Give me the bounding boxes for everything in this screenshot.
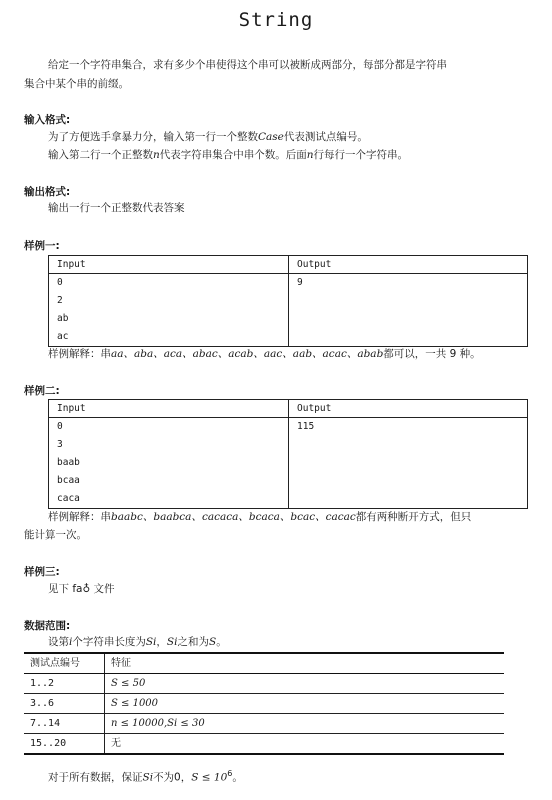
sample-1-note: 样例解释：串aa、aba、aca、abac、acab、aac、aab、acac、abab都可以，一共 9 种。 (48, 348, 481, 360)
output-format-line: 输出一行一个正整数代表答案 (48, 202, 185, 214)
sample-1-heading: 样例一: (24, 240, 60, 252)
sample-2-input: 0 3 baab bcaa caca (49, 418, 289, 509)
range-heading: 数据范围: (24, 620, 71, 632)
sample-1-output: 9 (289, 274, 528, 347)
sample-2-heading: 样例二: (24, 385, 60, 397)
sample-2-input-label: Input (49, 400, 289, 418)
range-row-1-id: 1..2 (24, 674, 105, 694)
input-format-line-1: 为了方便选手拿暴力分，输入第一行一个整数Case代表测试点编号。 (48, 131, 368, 143)
footer-note: 对于所有数据，保证Si不为0，$S \le 10^6$。 (48, 769, 243, 784)
sample-1-output-label: Output (289, 256, 528, 274)
sample-1-input: 0 2 ab ac (49, 274, 289, 347)
range-row-3-id: 7..14 (24, 714, 105, 734)
sample-1-input-label: Input (49, 256, 289, 274)
input-format-heading: 输入格式: (24, 114, 71, 126)
range-row-3-feature: n ≤ 10000,Si ≤ 30 (105, 714, 505, 734)
input-format-line-2: 输入第二行一个正整数n代表字符串集合中串个数。后面n行每行一个字符串。 (48, 149, 409, 161)
range-table (24, 652, 504, 755)
description-line-2: 集合中某个串的前缀。 (24, 78, 129, 90)
sample-2-note: 样例解释：串baabc、baabca、cacaca、bcaca、bcac、cacac都有两种断开方式，但只 (48, 511, 472, 523)
sample-2-table (48, 399, 528, 509)
sample-2-output: 115 (289, 418, 528, 509)
sample-2-output-label: Output (289, 400, 528, 418)
range-row-2-feature: S ≤ 1000 (105, 694, 505, 714)
range-row-4-feature: 无 (105, 734, 505, 755)
output-format-heading: 输出格式: (24, 186, 71, 198)
description-line-1: 给定一个字符串集合，求有多少个串使得这个串可以被断成两部分，每部分都是字符串 (48, 59, 447, 71)
sample-2-note-line-2: 能计算一次。 (24, 529, 87, 541)
page-title: String (238, 9, 314, 31)
range-intro: 设第i个字符串长度为Si，Si之和为S。 (48, 636, 227, 648)
sample-3-text: 见下 fa♁ 文件 (48, 583, 115, 595)
sample-1-table (48, 255, 528, 347)
range-row-4-id: 15..20 (24, 734, 105, 755)
range-row-1-feature: S ≤ 50 (105, 674, 505, 694)
range-col-id: 测试点编号 (24, 653, 105, 674)
range-col-feature: 特征 (105, 653, 505, 674)
sample-3-heading: 样例三: (24, 566, 60, 578)
range-row-2-id: 3..6 (24, 694, 105, 714)
